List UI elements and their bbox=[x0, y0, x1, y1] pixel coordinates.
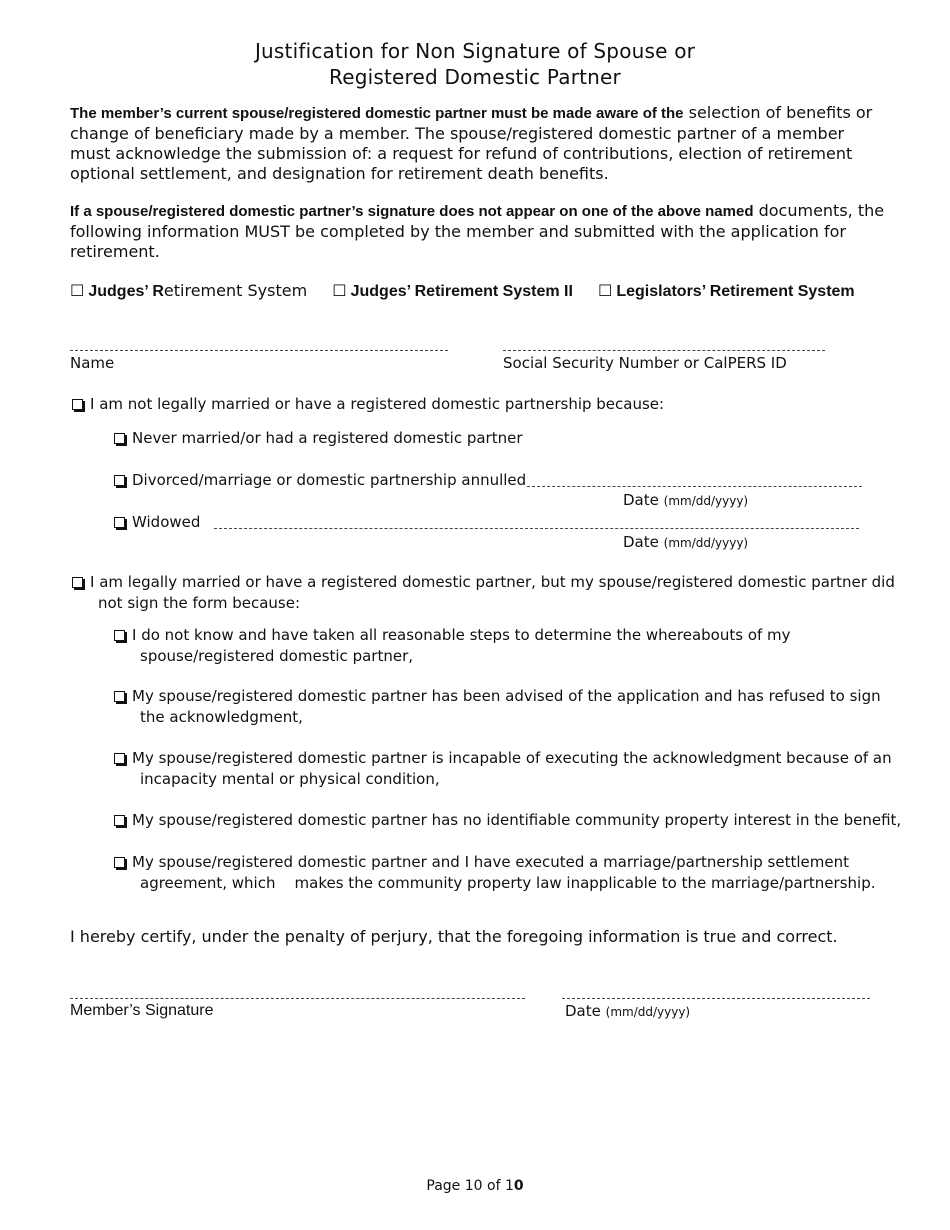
checkbox-icon[interactable] bbox=[114, 857, 125, 868]
instruction-bold-text: If a spouse/registered domestic partner’s signature does not appear on one of the above named bbox=[70, 203, 754, 220]
never-married-label: Never married/or had a registered domestic partner bbox=[132, 429, 523, 447]
reason-option-incapable[interactable] bbox=[114, 748, 904, 790]
widowed-label: Widowed bbox=[132, 513, 201, 531]
system-option-bold: Judges’ Retirement System II bbox=[350, 283, 573, 300]
date-label: Date bbox=[565, 1002, 601, 1020]
signature-date-line[interactable] bbox=[562, 998, 870, 999]
intro-paragraph bbox=[70, 103, 885, 184]
page-number-total: 0 bbox=[513, 1178, 524, 1194]
divorced-option[interactable] bbox=[114, 470, 526, 491]
reason-line-2: the acknowledgment, bbox=[140, 708, 303, 726]
date-format: (mm/dd/yyyy) bbox=[663, 536, 749, 550]
page-number bbox=[0, 1178, 950, 1194]
checkbox-icon[interactable] bbox=[114, 691, 125, 702]
reason-option-refused[interactable] bbox=[114, 686, 904, 728]
not-married-option[interactable] bbox=[72, 394, 664, 415]
name-label: Name bbox=[70, 354, 115, 372]
signature-date-label bbox=[565, 1002, 690, 1021]
married-label-line-1: I am legally married or have a registered domestic partner, but my spouse/registered domestic partner did bbox=[90, 573, 895, 591]
checkbox-icon[interactable] bbox=[72, 577, 83, 588]
married-label-line-2: not sign the form because: bbox=[98, 594, 301, 612]
checkbox-icon[interactable]: ☐ bbox=[332, 281, 347, 300]
reason-line-1: My spouse/registered domestic partner is incapable of executing the acknowledgment because of an bbox=[132, 749, 892, 767]
system-option-judges[interactable] bbox=[70, 281, 307, 302]
name-input-line[interactable] bbox=[70, 350, 448, 351]
form-title bbox=[0, 38, 950, 90]
date-format: (mm/dd/yyyy) bbox=[605, 1005, 691, 1019]
instruction-text: documents, the following information MUST be completed by the member and submitted with the application for retirement. bbox=[70, 201, 885, 261]
system-option-judges-ii[interactable] bbox=[332, 281, 573, 302]
widowed-option[interactable] bbox=[114, 512, 200, 533]
never-married-option[interactable] bbox=[114, 428, 523, 449]
reason-line-1: I do not know and have taken all reasonable steps to determine the whereabouts of my bbox=[132, 626, 791, 644]
reason-option-whereabouts[interactable] bbox=[114, 625, 904, 667]
reason-option-no-interest[interactable] bbox=[114, 810, 904, 831]
married-option[interactable] bbox=[72, 572, 902, 614]
reason-line-2: spouse/registered domestic partner, bbox=[140, 647, 414, 665]
date-label: Date bbox=[623, 491, 659, 509]
reason-option-settlement[interactable] bbox=[114, 852, 904, 894]
system-option-bold: Judges’ R bbox=[88, 283, 164, 300]
checkbox-icon[interactable]: ☐ bbox=[70, 281, 85, 300]
not-married-label: I am not legally married or have a registered domestic partnership because: bbox=[90, 395, 665, 413]
widowed-date-line[interactable] bbox=[214, 528, 859, 529]
date-label: Date bbox=[623, 533, 659, 551]
retirement-system-options bbox=[70, 281, 910, 302]
intro-bold-text: The member’s current spouse/registered domestic partner must be made aware of the bbox=[70, 105, 684, 122]
divorced-date-label bbox=[623, 491, 748, 510]
page-number-prefix: Page 10 of 1 bbox=[426, 1178, 514, 1194]
reason-line-1: My spouse/registered domestic partner and I have executed a marriage/partnership settlement bbox=[132, 853, 849, 871]
signature-input-line[interactable] bbox=[70, 998, 525, 999]
reason-line-2: incapacity mental or physical condition, bbox=[140, 770, 440, 788]
reason-line-1: My spouse/registered domestic partner has no identifiable community property interest in the benefit, bbox=[132, 811, 902, 829]
ssn-input-line[interactable] bbox=[503, 350, 825, 351]
date-format: (mm/dd/yyyy) bbox=[663, 494, 749, 508]
title-line-1: Justification for Non Signature of Spouse or bbox=[254, 39, 696, 63]
system-option-text: etirement System bbox=[163, 281, 308, 300]
certification-statement: I hereby certify, under the penalty of perjury, that the foregoing information is true and correct. bbox=[70, 927, 838, 946]
instruction-paragraph bbox=[70, 201, 885, 262]
divorced-date-line[interactable] bbox=[527, 486, 862, 487]
reason-line-1: My spouse/registered domestic partner has been advised of the application and has refused to sign bbox=[132, 687, 881, 705]
reason-line-2: agreement, which makes the community property law inapplicable to the marriage/partnership. bbox=[140, 874, 876, 892]
checkbox-icon[interactable] bbox=[114, 815, 125, 826]
checkbox-icon[interactable] bbox=[114, 475, 125, 486]
title-line-2: Registered Domestic Partner bbox=[329, 65, 621, 89]
member-signature-label: Member’s Signature bbox=[70, 1002, 214, 1019]
checkbox-icon[interactable] bbox=[114, 630, 125, 641]
system-option-legislators[interactable] bbox=[598, 281, 855, 302]
checkbox-icon[interactable] bbox=[114, 753, 125, 764]
checkbox-icon[interactable] bbox=[72, 399, 83, 410]
widowed-date-label bbox=[623, 533, 748, 552]
ssn-label: Social Security Number or CalPERS ID bbox=[503, 354, 787, 372]
system-option-bold: Legislators’ Retirement System bbox=[616, 283, 855, 300]
checkbox-icon[interactable] bbox=[114, 433, 125, 444]
divorced-label: Divorced/marriage or domestic partnership annulled bbox=[132, 471, 527, 489]
intro-text: selection of benefits or change of beneficiary made by a member. The spouse/registered domestic partner of a member must acknowledge the submission of: a request for refund of contributions, election of retirement optional settlement, and designation for retirement death benefits. bbox=[70, 103, 873, 183]
checkbox-icon[interactable]: ☐ bbox=[598, 281, 613, 300]
checkbox-icon[interactable] bbox=[114, 517, 125, 528]
